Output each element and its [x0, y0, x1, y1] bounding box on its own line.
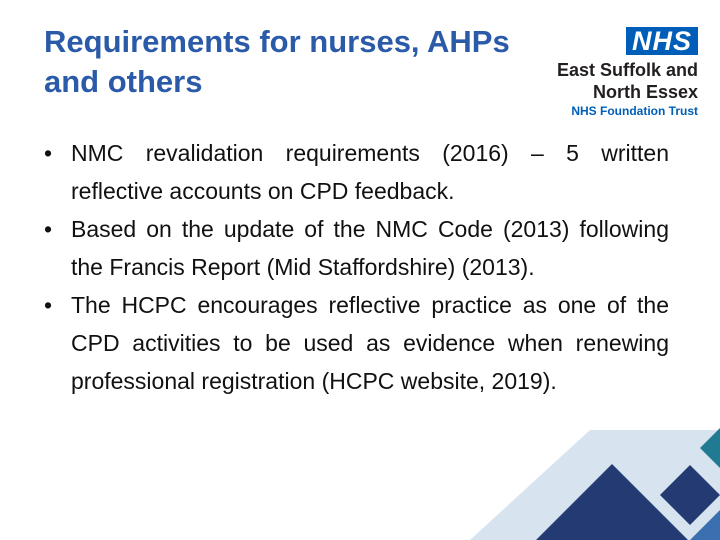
- title-line-2: and others: [44, 64, 203, 99]
- bullet-list: [44, 134, 669, 400]
- bullet-text: The HCPC encourages reflective practice as one of the CPD activities to be used as evidence when renewing professional registration (HCPC website, 2019).: [71, 292, 669, 394]
- bullet-dot-icon: •: [44, 292, 53, 318]
- bullet-item: [44, 134, 669, 210]
- logo-org-line-2: North Essex: [592, 82, 698, 102]
- deco-navy-diamond-small: [660, 465, 720, 525]
- nhs-trust-logo: [546, 27, 698, 119]
- bullet-dot-icon: •: [44, 140, 53, 166]
- slide-title: [44, 22, 564, 102]
- bullet-dot-icon: •: [44, 216, 53, 242]
- bullet-text: NMC revalidation requirements (2016) – 5 written reflective accounts on CPD feedback.: [71, 140, 669, 204]
- deco-navy-diamond-large: [536, 464, 688, 540]
- logo-trust-name: NHS Foundation Trust: [571, 104, 698, 118]
- logo-org-line-1: East Suffolk and: [556, 60, 698, 80]
- nhs-logo-box: NHS: [626, 27, 698, 55]
- deco-mid-triangle: [690, 510, 720, 540]
- deco-light-shape: [470, 430, 720, 540]
- title-line-1: Requirements for nurses, AHPs: [44, 24, 510, 59]
- bullet-item: [44, 286, 669, 400]
- bullet-item: [44, 210, 669, 286]
- bullet-text: Based on the update of the NMC Code (2013) following the Francis Report (Mid Staffordshire) (2013).: [71, 216, 669, 280]
- deco-teal-shape: [700, 428, 720, 468]
